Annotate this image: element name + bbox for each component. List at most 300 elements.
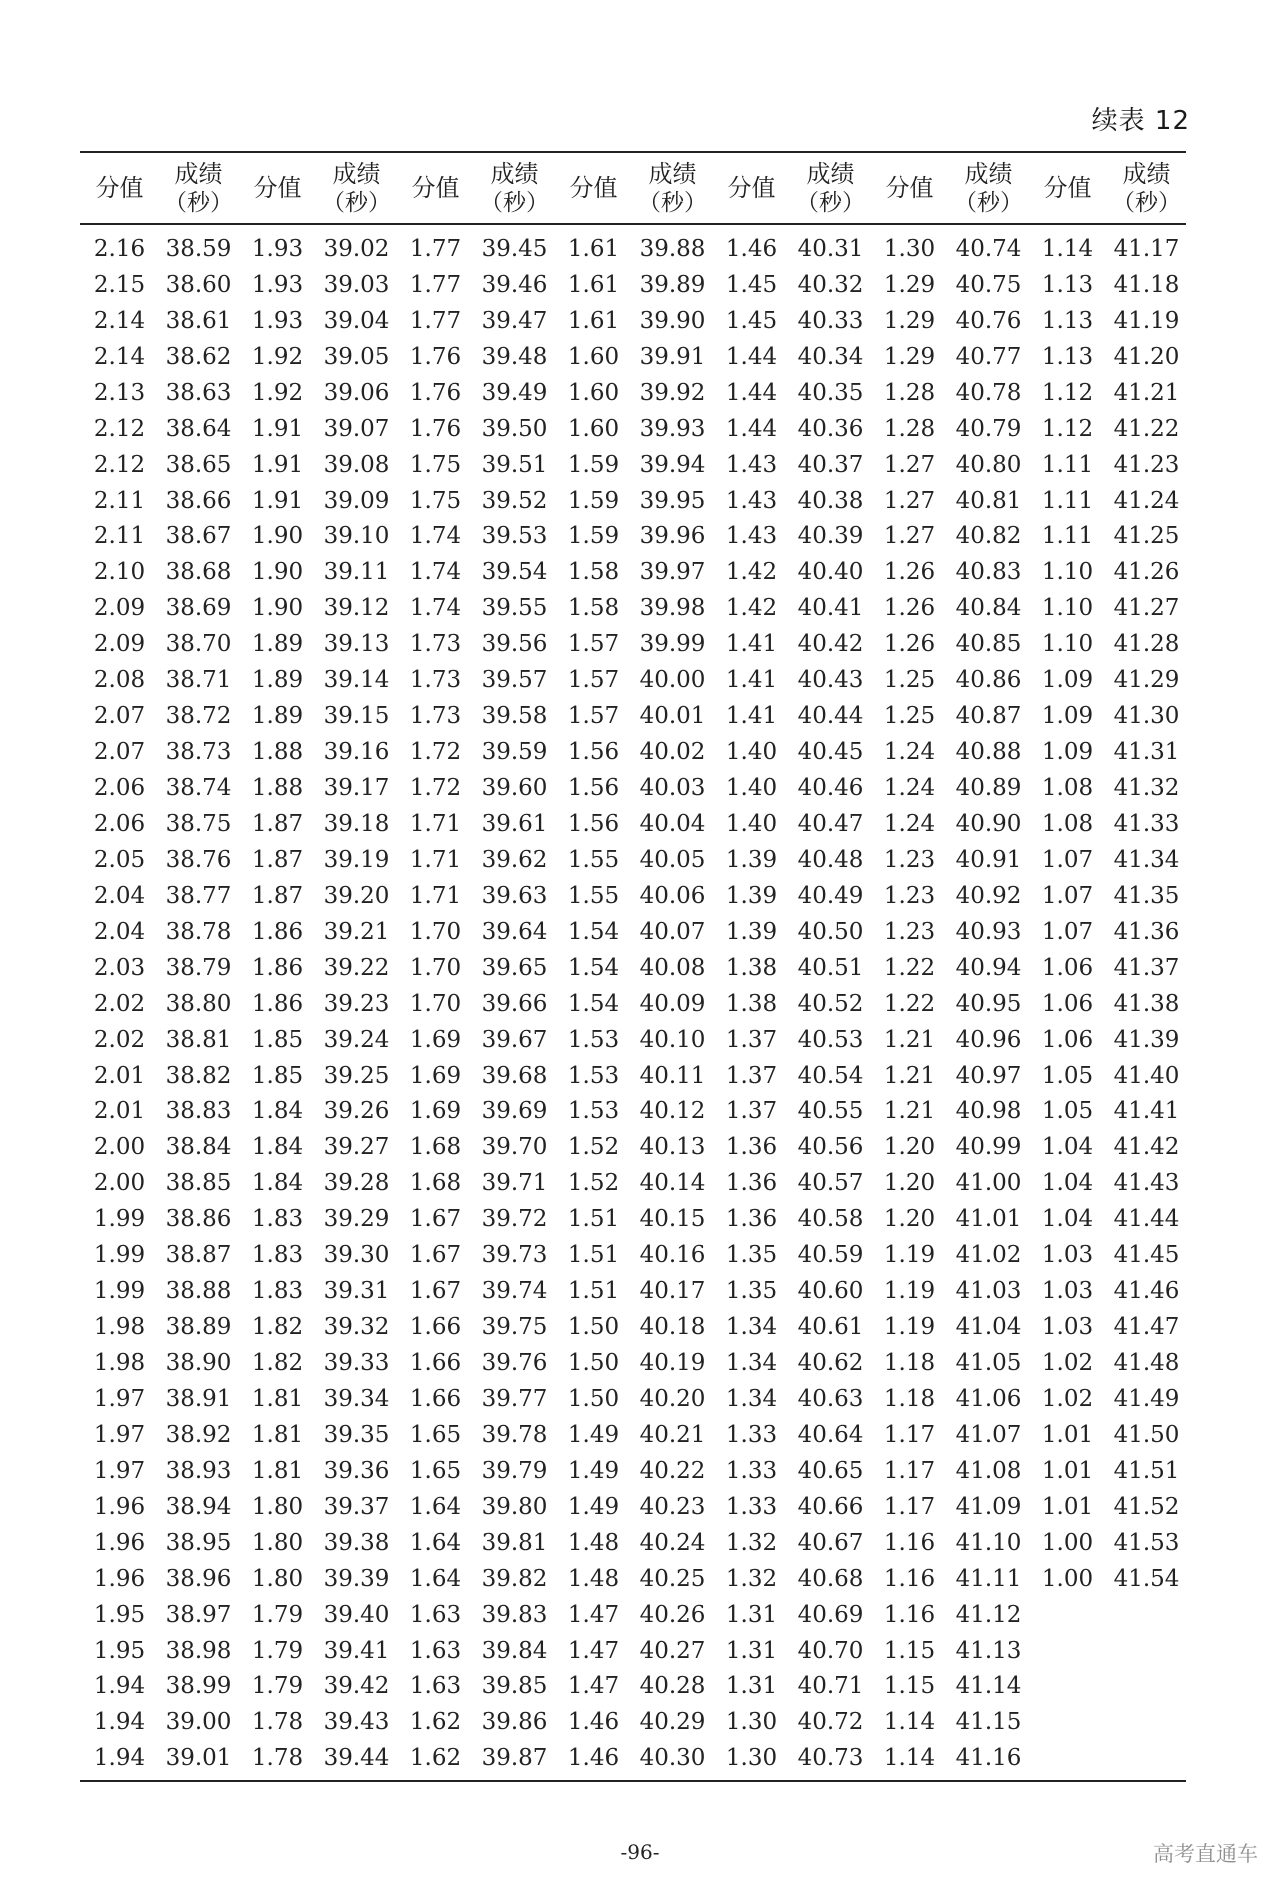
column-header-unit: （秒）: [796, 190, 865, 216]
score-cell: 1.93: [251, 307, 304, 334]
score-cell: 2.00: [93, 1134, 146, 1161]
time-cell: 40.06: [639, 882, 706, 909]
time-cell: 39.91: [639, 343, 706, 370]
time-cell: 41.36: [1113, 918, 1180, 945]
score-cell: 1.91: [251, 415, 304, 442]
time-cell: 40.25: [639, 1565, 706, 1592]
score-cell: 1.23: [883, 846, 936, 873]
time-cell: 40.07: [639, 918, 706, 945]
column-header-label: 成绩: [490, 160, 539, 188]
time-cell: 41.18: [1113, 271, 1180, 298]
time-cell: 39.83: [481, 1601, 548, 1628]
score-cell: 1.99: [93, 1278, 146, 1305]
table-row: [80, 950, 1186, 986]
score-cell: 1.32: [725, 1565, 778, 1592]
score-cell: 1.75: [409, 487, 462, 514]
score-cell: 1.67: [409, 1206, 462, 1233]
time-cell: 41.41: [1113, 1098, 1180, 1125]
time-cell: 40.24: [639, 1529, 706, 1556]
score-cell: 1.04: [1041, 1134, 1094, 1161]
time-cell: 41.20: [1113, 343, 1180, 370]
score-cell: 1.45: [725, 307, 778, 334]
score-cell: 1.67: [409, 1242, 462, 1269]
time-cell: 39.59: [481, 739, 548, 766]
score-cell: 1.41: [725, 667, 778, 694]
score-cell: 1.30: [725, 1709, 778, 1736]
time-cell: 40.69: [797, 1601, 864, 1628]
time-cell: 40.52: [797, 990, 864, 1017]
table-row: [80, 842, 1186, 878]
score-cell: 1.77: [409, 235, 462, 262]
score-cell: 1.00: [1041, 1529, 1094, 1556]
time-cell: 40.56: [797, 1134, 864, 1161]
table-row: [80, 1058, 1186, 1094]
score-cell: 1.54: [567, 954, 620, 981]
time-cell: [1107, 1597, 1186, 1633]
score-cell: 1.89: [251, 703, 304, 730]
score-cell: 1.54: [567, 990, 620, 1017]
score-cell: 1.51: [567, 1278, 620, 1305]
score-cell: 1.16: [883, 1529, 936, 1556]
score-cell: 1.29: [883, 343, 936, 370]
time-cell: 38.61: [165, 307, 232, 334]
score-cell: 1.56: [567, 810, 620, 837]
score-cell: 1.78: [238, 1740, 317, 1781]
score-cell: 1.10: [1041, 559, 1094, 586]
score-cell: 1.19: [883, 1242, 936, 1269]
score-cell: 2.16: [93, 235, 146, 262]
time-cell: 40.30: [633, 1740, 712, 1781]
score-cell: 1.96: [93, 1529, 146, 1556]
score-cell: 1.40: [725, 810, 778, 837]
column-header-score: [870, 152, 949, 224]
score-cell: 1.87: [251, 882, 304, 909]
table-row: [80, 1165, 1186, 1201]
time-cell: 40.85: [955, 631, 1022, 658]
time-cell: 41.16: [949, 1740, 1028, 1781]
score-cell: 1.70: [409, 954, 462, 981]
time-cell: 40.27: [639, 1637, 706, 1664]
score-cell: 1.91: [251, 451, 304, 478]
time-cell: 39.19: [323, 846, 390, 873]
score-cell: 1.47: [567, 1673, 620, 1700]
time-cell: 41.33: [1113, 810, 1180, 837]
time-cell: 41.08: [955, 1457, 1022, 1484]
time-cell: 41.04: [955, 1314, 1022, 1341]
time-cell: 38.75: [165, 810, 232, 837]
score-cell: 1.49: [567, 1493, 620, 1520]
time-cell: 38.94: [165, 1493, 232, 1520]
column-header-time: [317, 152, 396, 224]
time-cell: 41.38: [1113, 990, 1180, 1017]
score-cell: 2.06: [93, 775, 146, 802]
time-cell: 38.88: [165, 1278, 232, 1305]
column-header-score: [712, 152, 791, 224]
time-cell: 39.36: [323, 1457, 390, 1484]
time-cell: 39.97: [639, 559, 706, 586]
time-cell: 40.01: [639, 703, 706, 730]
score-cell: 1.36: [725, 1134, 778, 1161]
score-cell: 1.02: [1041, 1350, 1094, 1377]
score-cell: 1.12: [1041, 415, 1094, 442]
time-cell: 40.39: [797, 523, 864, 550]
score-cell: 1.59: [567, 487, 620, 514]
time-cell: 40.18: [639, 1314, 706, 1341]
score-cell: 1.33: [725, 1493, 778, 1520]
time-cell: 39.38: [323, 1529, 390, 1556]
score-cell: 1.97: [93, 1385, 146, 1412]
table-row: [80, 267, 1186, 303]
score-cell: 1.01: [1041, 1493, 1094, 1520]
column-header-time: [475, 152, 554, 224]
column-header-time: [1107, 152, 1186, 224]
time-cell: 41.42: [1113, 1134, 1180, 1161]
score-cell: 2.02: [93, 990, 146, 1017]
score-cell: 1.25: [883, 667, 936, 694]
score-cell: 1.43: [725, 487, 778, 514]
time-cell: 39.80: [481, 1493, 548, 1520]
time-cell: 39.28: [323, 1170, 390, 1197]
time-cell: 40.19: [639, 1350, 706, 1377]
time-cell: 39.60: [481, 775, 548, 802]
time-cell: 40.11: [639, 1062, 706, 1089]
table-row: [80, 1129, 1186, 1165]
score-cell: 2.13: [93, 379, 146, 406]
time-cell: 41.05: [955, 1350, 1022, 1377]
time-cell: 39.08: [323, 451, 390, 478]
time-cell: 40.10: [639, 1026, 706, 1053]
column-header-label: 分值: [727, 174, 776, 202]
time-cell: 38.66: [165, 487, 232, 514]
time-cell: 39.57: [481, 667, 548, 694]
score-cell: 1.04: [1041, 1206, 1094, 1233]
score-cell: 1.74: [409, 559, 462, 586]
score-cell: 1.20: [883, 1170, 936, 1197]
table-row: [80, 303, 1186, 339]
time-cell: 40.89: [955, 775, 1022, 802]
column-header-time: [159, 152, 238, 224]
score-cell: 1.85: [251, 1026, 304, 1053]
time-cell: 39.22: [323, 954, 390, 981]
table-row: [80, 1740, 1186, 1781]
score-cell: 1.83: [251, 1242, 304, 1269]
table-row: [80, 411, 1186, 447]
score-cell: 1.13: [1041, 271, 1094, 298]
score-cell: 1.93: [251, 235, 304, 262]
column-header-unit: （秒）: [1112, 190, 1181, 216]
score-cell: 1.71: [409, 810, 462, 837]
table-row: [80, 1381, 1186, 1417]
table-row: [80, 1309, 1186, 1345]
table-row: [80, 1094, 1186, 1130]
time-cell: 41.23: [1113, 451, 1180, 478]
score-cell: 1.63: [409, 1601, 462, 1628]
time-cell: 39.52: [481, 487, 548, 514]
time-cell: 40.55: [797, 1098, 864, 1125]
time-cell: 41.03: [955, 1278, 1022, 1305]
table-row: [80, 554, 1186, 590]
score-table: [80, 151, 1186, 1782]
time-cell: 40.41: [797, 595, 864, 622]
score-cell: 1.49: [567, 1457, 620, 1484]
score-cell: 1.98: [93, 1314, 146, 1341]
table-caption: 续表 12: [1091, 106, 1190, 136]
time-cell: 41.09: [955, 1493, 1022, 1520]
score-cell: 1.30: [712, 1740, 791, 1781]
time-cell: 39.27: [323, 1134, 390, 1161]
table-row: [80, 1669, 1186, 1705]
time-cell: 40.97: [955, 1062, 1022, 1089]
score-cell: 2.08: [93, 667, 146, 694]
column-header-score: [554, 152, 633, 224]
table-row: [80, 447, 1186, 483]
time-cell: 39.96: [639, 523, 706, 550]
score-cell: 1.26: [883, 559, 936, 586]
score-cell: 2.14: [93, 343, 146, 370]
time-cell: 41.06: [955, 1385, 1022, 1412]
table-row: [80, 986, 1186, 1022]
score-cell: 1.07: [1041, 918, 1094, 945]
time-cell: 40.29: [639, 1709, 706, 1736]
score-cell: 2.09: [93, 595, 146, 622]
time-cell: 41.01: [955, 1206, 1022, 1233]
time-cell: 39.76: [481, 1350, 548, 1377]
score-cell: 1.69: [409, 1062, 462, 1089]
score-cell: 1.09: [1041, 703, 1094, 730]
score-cell: 1.16: [883, 1565, 936, 1592]
time-cell: 40.92: [955, 882, 1022, 909]
time-cell: 39.44: [317, 1740, 396, 1781]
score-cell: 1.74: [409, 595, 462, 622]
time-cell: 41.27: [1113, 595, 1180, 622]
score-cell: 1.53: [567, 1098, 620, 1125]
page-number: -96-: [620, 1840, 660, 1864]
time-cell: 40.00: [639, 667, 706, 694]
score-cell: 1.15: [883, 1673, 936, 1700]
score-cell: 2.15: [93, 271, 146, 298]
time-cell: 40.73: [791, 1740, 870, 1781]
score-cell: 1.63: [409, 1637, 462, 1664]
time-cell: 39.14: [323, 667, 390, 694]
time-cell: 40.78: [955, 379, 1022, 406]
score-cell: 2.11: [93, 487, 146, 514]
score-cell: 1.15: [883, 1637, 936, 1664]
score-cell: 1.80: [251, 1529, 304, 1556]
score-cell: 1.83: [251, 1278, 304, 1305]
time-cell: 39.78: [481, 1421, 548, 1448]
score-cell: 1.62: [409, 1709, 462, 1736]
score-cell: 1.36: [725, 1170, 778, 1197]
time-cell: 39.79: [481, 1457, 548, 1484]
score-cell: 1.50: [567, 1314, 620, 1341]
time-cell: 40.80: [955, 451, 1022, 478]
time-cell: 38.93: [165, 1457, 232, 1484]
time-cell: 39.58: [481, 703, 548, 730]
time-cell: 39.50: [481, 415, 548, 442]
table-row: [80, 1237, 1186, 1273]
time-cell: 41.46: [1113, 1278, 1180, 1305]
score-cell: [1028, 1633, 1107, 1669]
score-cell: 1.76: [409, 415, 462, 442]
score-cell: 1.90: [251, 523, 304, 550]
score-cell: 1.53: [567, 1062, 620, 1089]
time-cell: 38.68: [165, 559, 232, 586]
time-cell: [1107, 1669, 1186, 1705]
score-cell: 1.80: [251, 1493, 304, 1520]
time-cell: 41.39: [1113, 1026, 1180, 1053]
score-cell: 1.80: [251, 1565, 304, 1592]
score-cell: 1.82: [251, 1350, 304, 1377]
time-cell: 39.39: [323, 1565, 390, 1592]
score-cell: 1.20: [883, 1206, 936, 1233]
time-cell: 41.19: [1113, 307, 1180, 334]
time-cell: 40.35: [797, 379, 864, 406]
time-cell: 38.62: [165, 343, 232, 370]
time-cell: 40.20: [639, 1385, 706, 1412]
score-cell: 1.44: [725, 343, 778, 370]
score-cell: 1.11: [1041, 523, 1094, 550]
time-cell: 41.31: [1113, 739, 1180, 766]
time-cell: 40.59: [797, 1242, 864, 1269]
time-cell: 38.90: [165, 1350, 232, 1377]
score-cell: 1.33: [725, 1421, 778, 1448]
time-cell: 39.02: [323, 235, 390, 262]
score-cell: [1028, 1704, 1107, 1740]
score-cell: 1.40: [725, 739, 778, 766]
column-header-label: 分值: [569, 174, 618, 202]
score-cell: 2.11: [93, 523, 146, 550]
score-cell: 1.38: [725, 990, 778, 1017]
score-cell: 1.26: [883, 631, 936, 658]
score-cell: 1.51: [567, 1206, 620, 1233]
table-row: [80, 1022, 1186, 1058]
score-cell: 1.14: [870, 1740, 949, 1781]
column-header-score: [396, 152, 475, 224]
time-cell: 41.21: [1113, 379, 1180, 406]
time-cell: 40.70: [797, 1637, 864, 1664]
time-cell: 40.95: [955, 990, 1022, 1017]
time-cell: 39.01: [159, 1740, 238, 1781]
score-cell: 1.56: [567, 739, 620, 766]
time-cell: 40.42: [797, 631, 864, 658]
table-row: [80, 1561, 1186, 1597]
time-cell: 39.74: [481, 1278, 548, 1305]
score-cell: 1.03: [1041, 1314, 1094, 1341]
time-cell: 41.35: [1113, 882, 1180, 909]
time-cell: 40.02: [639, 739, 706, 766]
time-cell: 39.18: [323, 810, 390, 837]
score-cell: 1.68: [409, 1170, 462, 1197]
time-cell: 40.74: [955, 235, 1022, 262]
header-row: [80, 152, 1186, 224]
time-cell: 38.69: [165, 595, 232, 622]
score-cell: 1.58: [567, 559, 620, 586]
score-cell: 1.23: [883, 882, 936, 909]
score-cell: 1.29: [883, 271, 936, 298]
time-cell: 40.62: [797, 1350, 864, 1377]
score-cell: 1.08: [1041, 810, 1094, 837]
score-cell: 2.12: [93, 415, 146, 442]
score-cell: 1.93: [251, 271, 304, 298]
table-row: [80, 1273, 1186, 1309]
score-cell: 1.04: [1041, 1170, 1094, 1197]
table-row: [80, 698, 1186, 734]
time-cell: 39.94: [639, 451, 706, 478]
time-cell: 40.99: [955, 1134, 1022, 1161]
time-cell: 39.86: [481, 1709, 548, 1736]
score-cell: 1.82: [251, 1314, 304, 1341]
score-cell: 1.26: [883, 595, 936, 622]
time-cell: 40.05: [639, 846, 706, 873]
time-cell: 41.11: [955, 1565, 1022, 1592]
time-cell: 40.03: [639, 775, 706, 802]
score-cell: 1.12: [1041, 379, 1094, 406]
time-cell: 38.71: [165, 667, 232, 694]
score-cell: 1.48: [567, 1529, 620, 1556]
score-cell: 1.45: [725, 271, 778, 298]
time-cell: 41.28: [1113, 631, 1180, 658]
score-cell: 1.17: [883, 1421, 936, 1448]
score-cell: 1.18: [883, 1350, 936, 1377]
time-cell: 41.53: [1113, 1529, 1180, 1556]
time-cell: 38.99: [165, 1673, 232, 1700]
time-cell: 39.99: [639, 631, 706, 658]
time-cell: 40.83: [955, 559, 1022, 586]
score-cell: 1.92: [251, 379, 304, 406]
time-cell: 41.44: [1113, 1206, 1180, 1233]
column-header-unit: （秒）: [322, 190, 391, 216]
time-cell: 40.64: [797, 1421, 864, 1448]
score-cell: 1.24: [883, 739, 936, 766]
score-cell: 1.66: [409, 1385, 462, 1412]
score-cell: 1.22: [883, 954, 936, 981]
score-cell: 1.79: [251, 1601, 304, 1628]
score-cell: 1.81: [251, 1385, 304, 1412]
time-cell: 40.16: [639, 1242, 706, 1269]
score-table-container: [80, 151, 1186, 1782]
score-cell: 1.05: [1041, 1062, 1094, 1089]
score-cell: 1.95: [93, 1637, 146, 1664]
time-cell: 40.67: [797, 1529, 864, 1556]
time-cell: 40.51: [797, 954, 864, 981]
time-cell: 39.84: [481, 1637, 548, 1664]
score-cell: 1.65: [409, 1421, 462, 1448]
time-cell: 39.00: [165, 1709, 232, 1736]
time-cell: 39.92: [639, 379, 706, 406]
time-cell: 40.28: [639, 1673, 706, 1700]
score-cell: 2.07: [93, 739, 146, 766]
watermark-text: 高考直通车: [1153, 1842, 1258, 1866]
time-cell: 40.65: [797, 1457, 864, 1484]
table-header: [80, 152, 1186, 224]
time-cell: 39.24: [323, 1026, 390, 1053]
time-cell: 39.30: [323, 1242, 390, 1269]
score-cell: 1.43: [725, 523, 778, 550]
score-cell: 1.94: [93, 1709, 146, 1736]
time-cell: 41.15: [955, 1709, 1022, 1736]
time-cell: 40.44: [797, 703, 864, 730]
column-header-score: [80, 152, 159, 224]
time-cell: 38.70: [165, 631, 232, 658]
score-cell: 1.44: [725, 415, 778, 442]
table-row: [80, 1201, 1186, 1237]
time-cell: 40.15: [639, 1206, 706, 1233]
time-cell: 41.47: [1113, 1314, 1180, 1341]
score-cell: 1.99: [93, 1242, 146, 1269]
score-cell: 1.64: [409, 1493, 462, 1520]
score-cell: 1.10: [1041, 631, 1094, 658]
time-cell: 40.04: [639, 810, 706, 837]
